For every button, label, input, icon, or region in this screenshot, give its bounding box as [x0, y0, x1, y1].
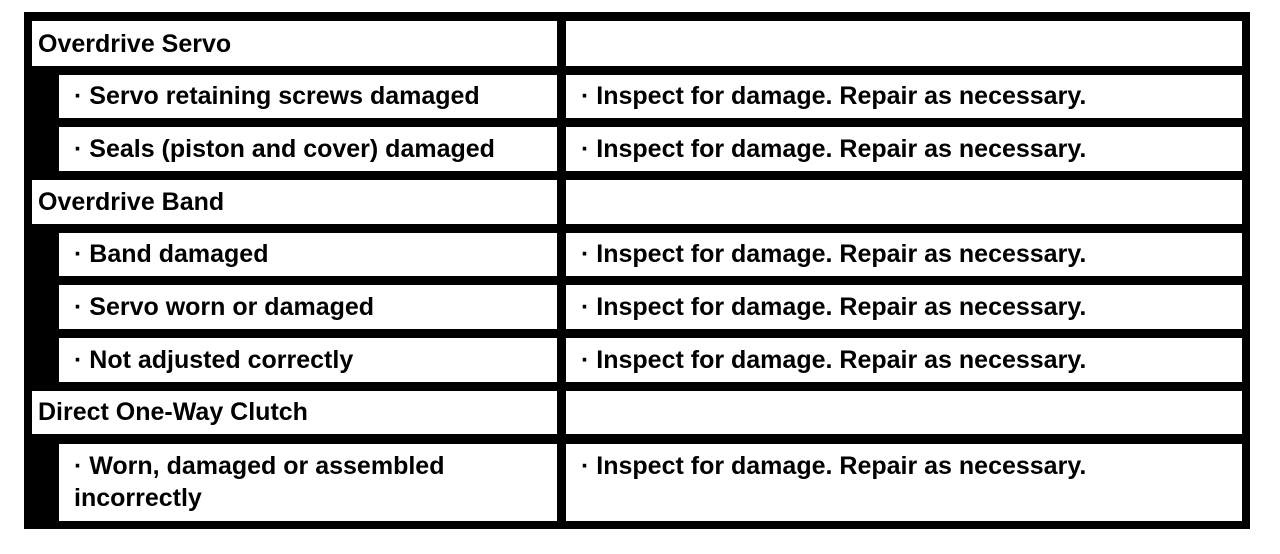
- cause-cell: [59, 75, 557, 118]
- cause-text: · Band damaged: [74, 240, 269, 268]
- remedy-text: · Inspect for damage. Repair as necessary.: [581, 240, 1087, 268]
- section-heading-remedy-blank: [566, 180, 1242, 224]
- section-heading-remedy-blank: [566, 391, 1242, 434]
- remedy-cell: [566, 75, 1242, 118]
- section-heading-text: Overdrive Band: [38, 188, 225, 216]
- section-heading-overdrive-band: [32, 180, 557, 224]
- remedy-text: · Inspect for damage. Repair as necessary.: [581, 452, 1087, 480]
- section-heading-text: Overdrive Servo: [38, 30, 232, 58]
- cause-text: · Worn, damaged or assembled incorrectly: [74, 452, 445, 512]
- cause-cell: [59, 285, 557, 329]
- remedy-text: · Inspect for damage. Repair as necessary.: [581, 346, 1087, 374]
- remedy-cell: [566, 127, 1242, 171]
- cause-text: · Not adjusted correctly: [74, 346, 354, 374]
- cause-cell: [59, 127, 557, 171]
- section-heading-overdrive-servo: [32, 21, 557, 66]
- cause-cell: [59, 444, 557, 521]
- section-heading-text: Direct One-Way Clutch: [38, 398, 308, 426]
- diagnosis-table: [24, 12, 1250, 529]
- section-heading-direct-one-way-clutch: [32, 391, 557, 434]
- cause-text: · Seals (piston and cover) damaged: [74, 135, 495, 163]
- remedy-text: · Inspect for damage. Repair as necessary.: [581, 135, 1087, 163]
- remedy-cell: [566, 233, 1242, 276]
- remedy-cell: [566, 444, 1242, 521]
- remedy-text: · Inspect for damage. Repair as necessary.: [581, 293, 1087, 321]
- section-heading-remedy-blank: [566, 21, 1242, 66]
- cause-text: · Servo worn or damaged: [74, 293, 375, 321]
- cause-cell: [59, 233, 557, 276]
- remedy-cell: [566, 285, 1242, 329]
- remedy-cell: [566, 338, 1242, 382]
- cause-text: · Servo retaining screws damaged: [74, 82, 480, 110]
- remedy-text: · Inspect for damage. Repair as necessary.: [581, 82, 1087, 110]
- cause-cell: [59, 338, 557, 382]
